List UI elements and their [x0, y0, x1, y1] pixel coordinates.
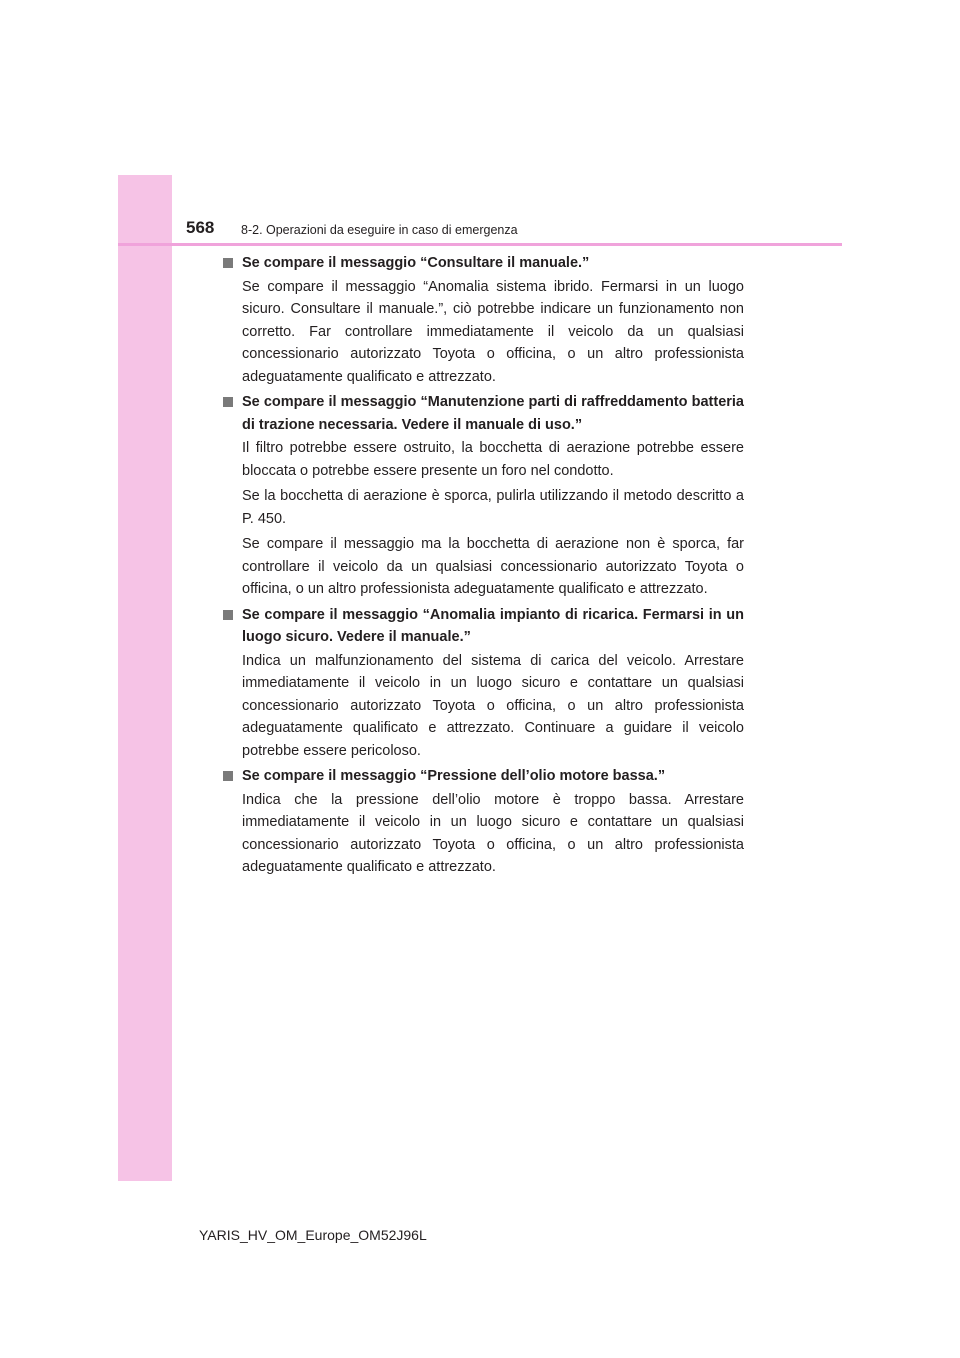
message-entry-oil-pressure — [222, 765, 744, 879]
entry-heading-text: Se compare il messaggio “Anomalia impianto di ricarica. Fermarsi in un luogo sicuro. Vedere il manuale.” — [242, 606, 744, 645]
entry-heading — [222, 604, 744, 649]
square-bullet-icon — [223, 610, 233, 620]
message-entry-charging-system — [222, 604, 744, 763]
entry-paragraph: Il filtro potrebbe essere ostruito, la bocchetta di aerazione potrebbe essere bloccata o potrebbe essere presente un foro nel condotto. — [242, 440, 744, 479]
entry-paragraph: Indica un malfunzionamento del sistema di carica del veicolo. Arrestare immediatamente il veicolo in un luogo sicuro e contattare un qualsiasi concessionario autorizzato Toyota o officina, o un altro professionista adeguatamente qualificato e attrezzato. Continuare a guidare il veicolo potrebbe essere pericoloso. — [242, 652, 744, 759]
entry-paragraph: Se compare il messaggio ma la bocchetta di aerazione non è sporca, far controllare il veicolo da un qualsiasi concessionario autorizzato Toyota o officina, o un altro professionista adeguatamente qualificato e attrezzato. — [242, 536, 744, 597]
entry-heading-text: Se compare il messaggio “Pressione dell’olio motore bassa.” — [242, 768, 666, 784]
page-content — [222, 252, 744, 882]
entry-heading — [222, 765, 744, 788]
square-bullet-icon — [223, 771, 233, 781]
entry-heading — [222, 391, 744, 436]
section-title: 8-2. Operazioni da eseguire in caso di emergenza — [241, 223, 518, 237]
square-bullet-icon — [223, 397, 233, 407]
page-number: 568 — [186, 218, 215, 237]
entry-paragraph: Indica che la pressione dell’olio motore è troppo bassa. Arrestare immediatamente il veicolo in un luogo sicuro e contattare un qualsiasi concessionario autorizzato Toyota o officina, o un altro professionista adeguatamente qualificato e attrezzato. — [242, 791, 744, 875]
entry-heading-text: Se compare il messaggio “Manutenzione parti di raffreddamento batteria di trazione necessaria. Vedere il manuale di uso.” — [242, 394, 744, 433]
message-entry-battery-cooling — [222, 391, 744, 601]
message-entry-consult-manual — [222, 252, 744, 388]
entry-paragraph: Se la bocchetta di aerazione è sporca, pulirla utilizzando il metodo descritto a P. 450. — [242, 488, 744, 527]
entry-heading-text: Se compare il messaggio “Consultare il manuale.” — [242, 255, 590, 271]
entry-heading — [222, 252, 744, 275]
header-divider — [118, 243, 842, 246]
entry-paragraph: Se compare il messaggio “Anomalia sistema ibrido. Fermarsi in un luogo sicuro. Consultare il manuale.”, ciò potrebbe indicare un funzionamento non corretto. Far controllare immediatamente il veicolo da un qualsiasi concessionario autorizzato Toyota o officina, o un altro professionista adeguatamente qualificato e attrezzato. — [242, 278, 744, 385]
document-code: YARIS_HV_OM_Europe_OM52J96L — [199, 1227, 427, 1243]
square-bullet-icon — [223, 258, 233, 268]
side-tab-band — [118, 175, 172, 1181]
